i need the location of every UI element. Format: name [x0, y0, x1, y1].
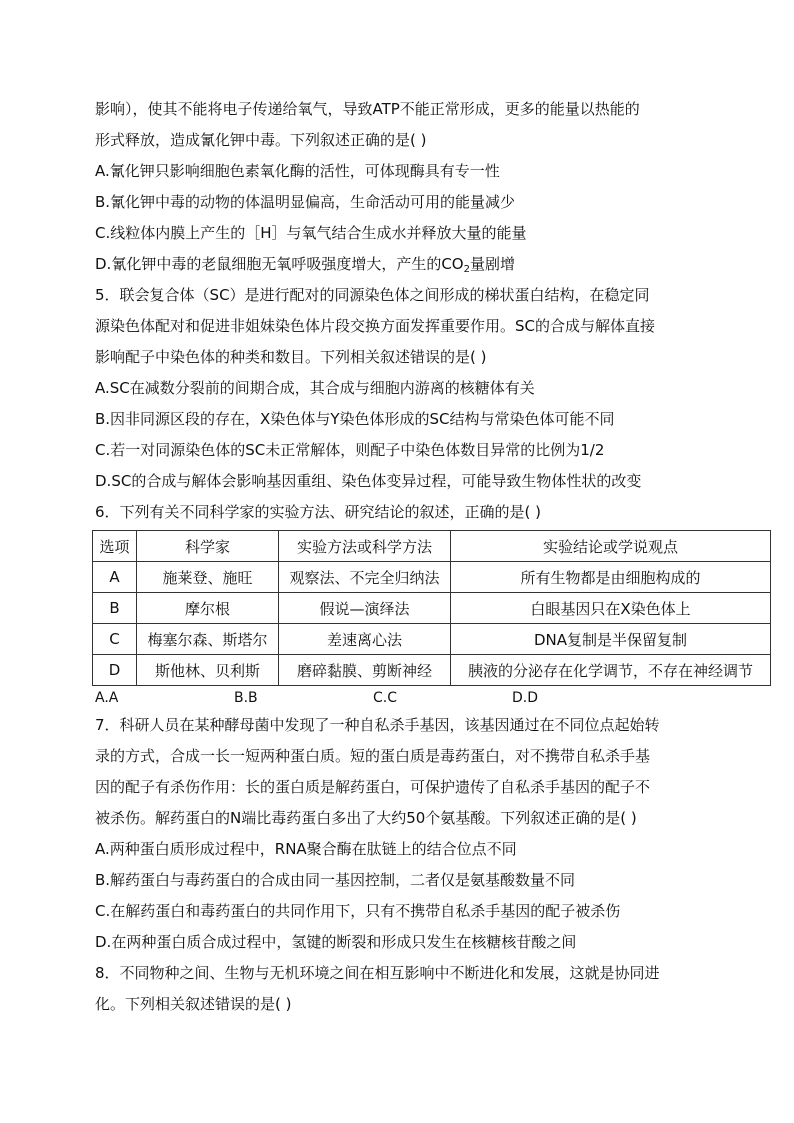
option-b: B.氰化钾中毒的动物的体温明显偏高，生命活动可用的能量减少: [95, 193, 516, 211]
table-cell: C: [93, 624, 137, 655]
table-cell: DNA复制是半保留复制: [451, 624, 771, 655]
table-cell: 所有生物都是由细胞构成的: [451, 562, 771, 593]
table-cell: 胰液的分泌存在化学调节，不存在神经调节: [451, 655, 771, 686]
table-cell: 磨碎黏膜、剪断神经: [279, 655, 451, 686]
table-header-cell: 选项: [93, 531, 137, 562]
table-row: [93, 624, 771, 655]
choice-a: A.A: [95, 690, 119, 706]
option-c: C.线粒体内膜上产生的［H］与氧气结合生成水并释放大量的能量: [95, 224, 527, 242]
table-cell: 斯他林、贝利斯: [137, 655, 279, 686]
table-cell: 施莱登、施旺: [137, 562, 279, 593]
question-stem: 源染色体配对和促进非姐妹染色体片段交换方面发挥重要作用。SC的合成与解体直接: [95, 317, 655, 335]
question-stem: 被杀伤。解药蛋白的N端比毒药蛋白多出了大约50个氨基酸。下列叙述正确的是( ): [95, 809, 637, 827]
text-line: 影响），使其不能将电子传递给氧气，导致ATP不能正常形成，更多的能量以热能的: [95, 100, 640, 118]
option-d: D.SC的合成与解体会影响基因重组、染色体变异过程，可能导致生物体性状的改变: [95, 472, 642, 490]
option-a: A.两种蛋白质形成过程中，RNA聚合酶在肽链上的结合位点不同: [95, 840, 517, 858]
question-stem: 影响配子中染色体的种类和数目。下列相关叙述错误的是( ): [95, 348, 487, 366]
option-c: C.在解药蛋白和毒药蛋白的共同作用下，只有不携带自私杀手基因的配子被杀伤: [95, 902, 621, 920]
option-c: C.若一对同源染色体的SC未正常解体，则配子中染色体数目异常的比例为1/2: [95, 441, 605, 459]
table-row: [93, 593, 771, 624]
question-stem: 8．不同物种之间、生物与无机环境之间在相互影响中不断进化和发展，这就是协同进: [95, 964, 660, 982]
table-header-cell: 实验方法或科学方法: [279, 531, 451, 562]
option-a: A.SC在减数分裂前的间期合成，其合成与细胞内游离的核糖体有关: [95, 379, 535, 397]
question-stem: 化。下列相关叙述错误的是( ): [95, 995, 292, 1013]
choice-b: B.B: [234, 690, 258, 706]
question-7: [95, 710, 775, 958]
table-cell: 假说—演绎法: [279, 593, 451, 624]
table-cell: 观察法、不完全归纳法: [279, 562, 451, 593]
question-stem: 5．联会复合体（SC）是进行配对的同源染色体之间形成的梯状蛋白结构，在稳定同: [95, 286, 650, 304]
table-cell: A: [93, 562, 137, 593]
question-stem: 录的方式，合成一长一短两种蛋白质。短的蛋白质是毒药蛋白，对不携带自私杀手基: [95, 747, 651, 765]
question-stem: 7．科研人员在某种酵母菌中发现了一种自私杀手基因，该基因通过在不同位点起始转: [95, 716, 660, 734]
document-page: [95, 94, 775, 1020]
option-b: B.解药蛋白与毒药蛋白的合成由同一基因控制，二者仅是氨基酸数量不同: [95, 871, 576, 889]
question-stem: 因的配子有杀伤作用：长的蛋白质是解药蛋白，可保护遗传了自私杀手基因的配子不: [95, 778, 651, 796]
option-d: D.氰化钾中毒的老鼠细胞无氧呼吸强度增大，产生的$CO_2$量剧增: [95, 255, 515, 275]
option-a: A.氰化钾只影响细胞色素氧化酶的活性，可体现酶具有专一性: [95, 162, 500, 180]
choice-d: D.D: [512, 690, 539, 706]
table-row: [93, 655, 771, 686]
table-cell: B: [93, 593, 137, 624]
question-8: [95, 958, 775, 1020]
table-cell: 摩尔根: [137, 593, 279, 624]
choice-c: C.C: [373, 690, 398, 706]
table-cell: D: [93, 655, 137, 686]
table-cell: 梅塞尔森、斯塔尔: [137, 624, 279, 655]
question-5: [95, 280, 775, 497]
option-b: B.因非同源区段的存在，X染色体与Y染色体形成的SC结构与常染色体可能不同: [95, 410, 615, 428]
table-cell: 差速离心法: [279, 624, 451, 655]
option-d: D.在两种蛋白质合成过程中，氢键的断裂和形成只发生在核糖核苷酸之间: [95, 933, 577, 951]
table-header-cell: 实验结论或学说观点: [451, 531, 771, 562]
answer-choices: [95, 688, 775, 710]
question-6: [95, 497, 775, 710]
answer-table: [92, 530, 771, 686]
table-header-row: [93, 531, 771, 562]
table-header-cell: 科学家: [137, 531, 279, 562]
text-line: 形式释放，造成氰化钾中毒。下列叙述正确的是( ): [95, 131, 427, 149]
question-4-continued: [95, 94, 775, 280]
question-stem: 6．下列有关不同科学家的实验方法、研究结论的叙述，正确的是( ): [95, 503, 542, 521]
table-row: [93, 562, 771, 593]
table-cell: 白眼基因只在X染色体上: [451, 593, 771, 624]
